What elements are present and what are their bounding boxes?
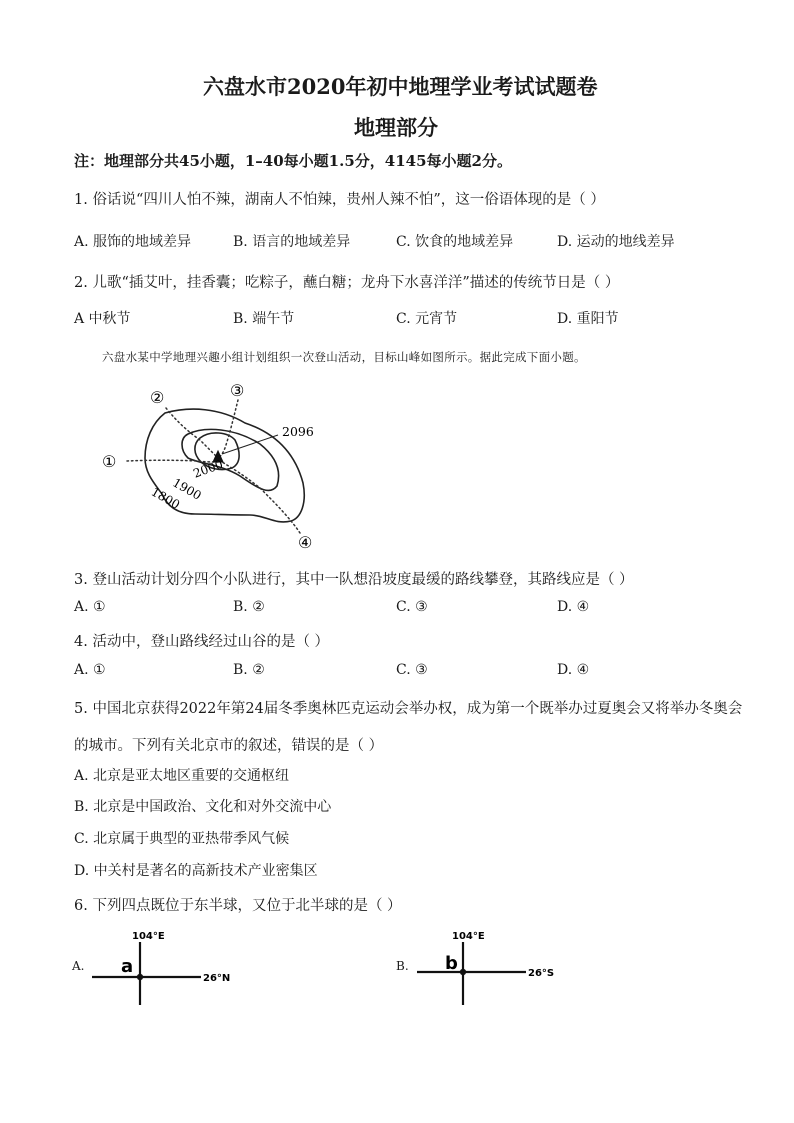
question-5-option-b: B. 北京是中国政治、文化和对外交流中心 xyxy=(74,799,332,815)
question-3-stem: 3. 登山活动计划分四个小队进行，其中一队想沿坡度最缓的路线攀登，其路线应是（ ） xyxy=(74,572,634,588)
question-1-option-b: B. 语言的地域差异 xyxy=(233,234,351,250)
question-5-option-c: C. 北京属于典型的亚热带季风气候 xyxy=(74,831,290,847)
coordinate-diagram-b xyxy=(415,926,585,1006)
question-3-option-c: C. ③ xyxy=(396,599,428,615)
section-subtitle: 地理部分 xyxy=(354,115,438,140)
elevation-label-1800: 1800 xyxy=(148,484,183,512)
question-4-option-a: A. ① xyxy=(74,662,106,678)
point-a-marker xyxy=(137,974,143,980)
question-1-option-c: C. 饮食的地域差异 xyxy=(396,234,514,250)
point-b-label: b xyxy=(445,953,458,974)
question-2-option-b: B. 端午节 xyxy=(233,311,295,327)
question-6-stem: 6. 下列四点既位于东半球，又位于北半球的是（ ） xyxy=(74,898,402,914)
question-4-option-c: C. ③ xyxy=(396,662,428,678)
route-1-path xyxy=(127,460,218,462)
elevation-label-2096: 2096 xyxy=(282,424,314,439)
point-a-label: a xyxy=(121,956,134,977)
question-6-option-a-label: A. xyxy=(72,959,85,973)
contour-line-1900 xyxy=(182,429,279,490)
contour-map xyxy=(90,378,330,558)
question-4-option-d: D. ④ xyxy=(557,662,590,678)
question-5-stem-line-2: 的城市。下列有关北京市的叙述，错误的是（ ） xyxy=(74,738,384,754)
question-3-option-a: A. ① xyxy=(74,599,106,615)
point-b-marker xyxy=(460,969,466,975)
scoring-note: 注：地理部分共45小题，1–40每小题1.5分，4145每小题2分。 xyxy=(74,152,512,170)
question-3-option-b: B. ② xyxy=(233,599,265,615)
question-3-option-d: D. ④ xyxy=(557,599,590,615)
latitude-label-a: 26°N xyxy=(203,973,231,984)
question-1-option-a: A. 服饰的地域差异 xyxy=(74,234,192,250)
longitude-label-b: 104°E xyxy=(452,931,485,942)
question-2-stem: 2. 儿歌“插艾叶，挂香囊；吃粽子，蘸白糖；龙舟下水喜洋洋”描述的传统节日是（ ） xyxy=(74,275,620,291)
route-label-3: ③ xyxy=(230,381,245,400)
question-5-option-a: A. 北京是亚太地区重要的交通枢纽 xyxy=(74,768,290,784)
question-5-stem-line-1: 5. 中国北京获得2022年第24届冬季奥林匹克运动会举办权，成为第一个既举办过夏奥会又将举办冬奥会 xyxy=(74,701,743,717)
question-6-option-b-label: B. xyxy=(396,959,409,973)
route-label-2: ② xyxy=(150,388,165,407)
question-2-option-d: D. 重阳节 xyxy=(557,311,619,327)
question-4-option-b: B. ② xyxy=(233,662,265,678)
page-title: 六盘水市2020年初中地理学业考试试题卷 xyxy=(203,74,598,99)
latitude-label-b: 26°S xyxy=(528,968,555,979)
route-label-4: ④ xyxy=(298,533,313,552)
question-1-stem: 1. 俗话说“四川人怕不辣，湖南人不怕辣，贵州人辣不怕”，这一俗语体现的是（ ） xyxy=(74,192,605,208)
elevation-label-2000: 2000 xyxy=(191,457,225,481)
route-label-1: ① xyxy=(102,452,117,471)
question-1-option-d: D. 运动的地线差异 xyxy=(557,234,675,250)
question-5-option-d: D. 中关村是著名的高新技术产业密集区 xyxy=(74,863,318,879)
coordinate-diagram-a xyxy=(90,926,260,1006)
elevation-label-1900: 1900 xyxy=(170,475,204,503)
question-2-option-a: A 中秋节 xyxy=(74,311,131,327)
question-4-stem: 4. 活动中，登山路线经过山谷的是（ ） xyxy=(74,634,330,650)
longitude-label-a: 104°E xyxy=(132,931,165,942)
passage-intro: 六盘水某中学地理兴趣小组计划组织一次登山活动，目标山峰如图所示。据此完成下面小题。 xyxy=(102,350,586,364)
question-2-option-c: C. 元宵节 xyxy=(396,311,458,327)
